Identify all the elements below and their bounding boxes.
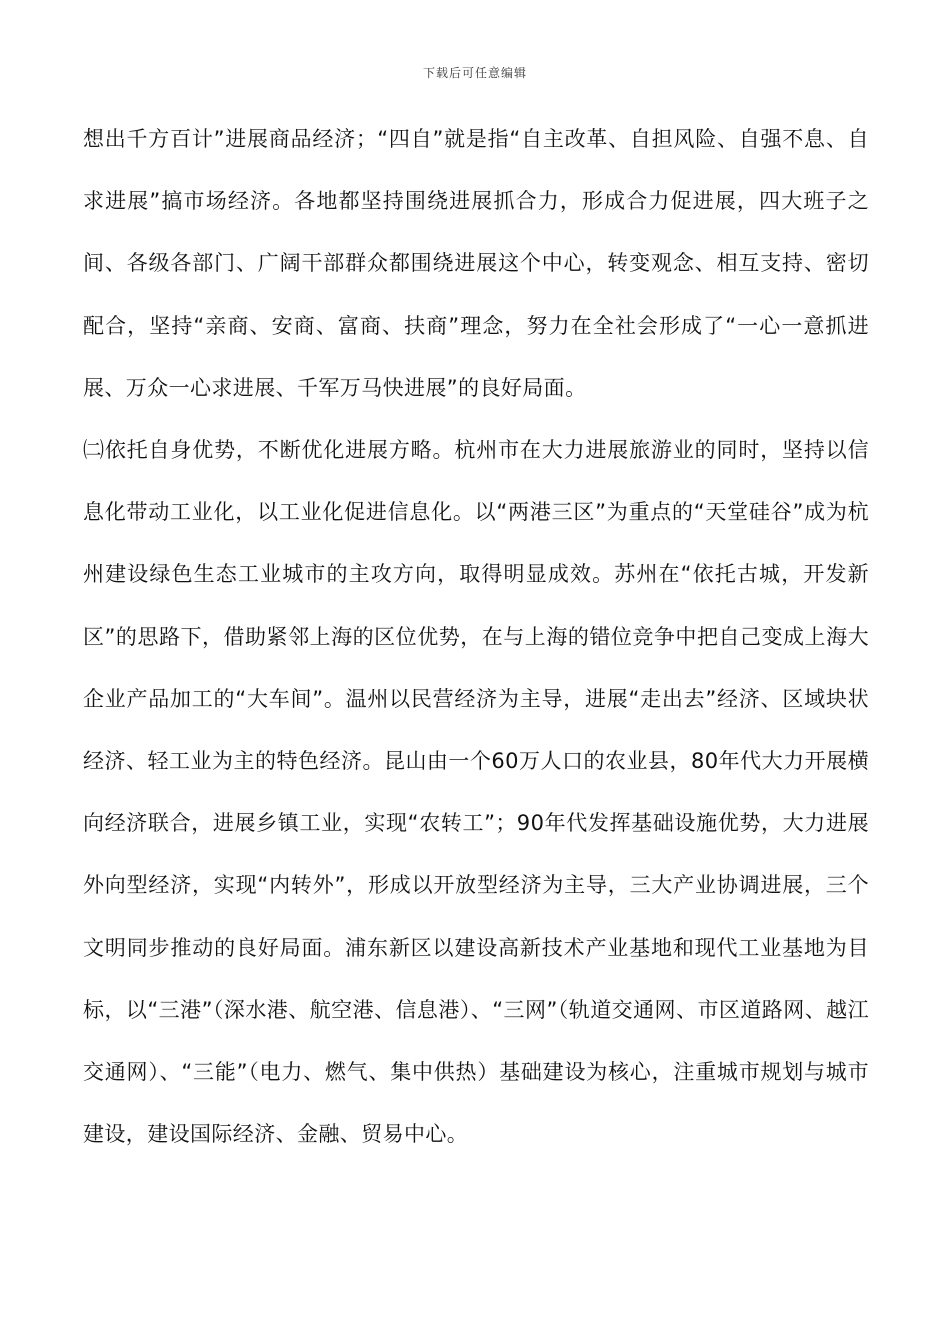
page-header: 下载后可任意编辑 — [422, 66, 527, 80]
document-body — [83, 108, 869, 1165]
paragraph-1: 想出千方百计”进展商品经济；“四自”就是指“自主改革、自担风险、自强不息、自求进展”搞市场经济。各地都坚持围绕进展抓合力，形成合力促进展，四大班子之间、各级各部门、广阔干部群众都围绕进展这个中心，转变观念、相互支持、密切配合，坚持“亲商、安商、富商、扶商”理念，努力在全社会形成了“一心一意抓进展、万众一心求进展、千军万马快进展”的良好局面。 — [83, 127, 869, 400]
paragraph-2: ㈡依托自身优势，不断优化进展方略。杭州市在大力进展旅游业的同时，坚持以信息化带动工业化，以工业化促进信息化。以“两港三区”为重点的“天堂硅谷”成为杭州建设绿色生态工业城市的主攻方向，取得明显成效。苏州在“依托古城，开发新区”的思路下，借助紧邻上海的区位优势，在与上海的错位竞争中把自己变成上海大企业产品加工的“大车间”。温州以民营经济为主导，进展“走出去”经济、区域块状经济、轻工业为主的特色经济。昆山由一个60万人口的农业县，80年代大力开展横向经济联合，进展乡镇工业，实现“农转工”；90年代发挥基础设施优势，大力进展外向型经济，实现“内转外”，形成以开放型经济为主导，三大产业协调进展，三个文明同步推动的良好局面。浦东新区以建设高新技术产业基地和现代工业基地为目标，以“三港”（深水港、航空港、信息港）、“三网”（轨道交通网、市区道路网、越江交通网）、“三能”（电力、燃气、集中供热）基础建设为核心，注重城市规划与城市建设，建设国际经济、金融、贸易中心。 — [83, 438, 869, 1147]
